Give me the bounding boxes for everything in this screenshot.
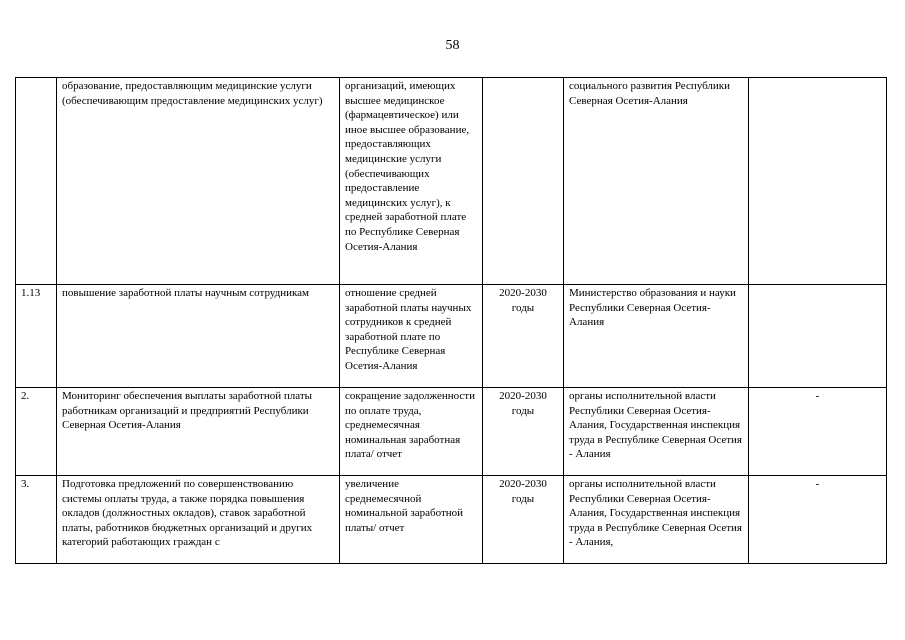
term-cell: 2020-2030 годы	[483, 476, 564, 564]
note-cell: -	[749, 388, 887, 476]
row-number: 1.13	[16, 285, 57, 388]
action-cell: повышение заработной платы научным сотрудникам	[57, 285, 340, 388]
indicator-cell: сокращение задолженности по оплате труда, среднемесячная номинальная заработная плата/ отчет	[340, 388, 483, 476]
row-number	[16, 78, 57, 285]
executor-cell: органы исполнительной власти Республики Северная Осетия-Алания, Государственная инспекция труда в Республике Северная Осетия - Алания,	[564, 476, 749, 564]
measures-table	[15, 77, 887, 564]
term-cell: 2020-2030 годы	[483, 285, 564, 388]
action-cell: Подготовка предложений по совершенствованию системы оплаты труда, а также порядка повышения окладов (должностных окладов), ставок заработной платы, работников бюджетных организаций и других категорий работающих граждан с	[57, 476, 340, 564]
table-row	[16, 285, 887, 388]
table-row	[16, 388, 887, 476]
indicator-cell: организаций, имеющих высшее медицинское (фармацевтическое) или иное высшее образование, предоставляющих медицинские услуги (обеспечивающих предоставление медицинских услуг), к средней заработной плате по Республике Северная Осетия-Алания	[340, 78, 483, 285]
indicator-cell: увеличение среднемесячной номинальной заработной платы/ отчет	[340, 476, 483, 564]
note-cell: -	[749, 476, 887, 564]
page-number: 58	[445, 38, 460, 53]
table-row	[16, 476, 887, 564]
note-cell	[749, 78, 887, 285]
row-number: 2.	[16, 388, 57, 476]
table-row	[16, 78, 887, 285]
executor-cell: органы исполнительной власти Республики Северная Осетия-Алания, Государственная инспекция труда в Республике Северная Осетия - Алания	[564, 388, 749, 476]
executor-cell: Министерство образования и науки Республики Северная Осетия- Алания	[564, 285, 749, 388]
note-cell	[749, 285, 887, 388]
action-cell: образование, предоставляющим медицинские услуги (обеспечивающим предоставление медицинских услуг)	[57, 78, 340, 285]
row-number: 3.	[16, 476, 57, 564]
term-cell	[483, 78, 564, 285]
term-cell: 2020-2030 годы	[483, 388, 564, 476]
action-cell: Мониторинг обеспечения выплаты заработной платы работникам организаций и предприятий Республики Северная Осетия-Алания	[57, 388, 340, 476]
executor-cell: социального развития Республики Северная Осетия-Алания	[564, 78, 749, 285]
indicator-cell: отношение средней заработной платы научных сотрудников к средней заработной плате по Республике Северная Осетия-Алания	[340, 285, 483, 388]
